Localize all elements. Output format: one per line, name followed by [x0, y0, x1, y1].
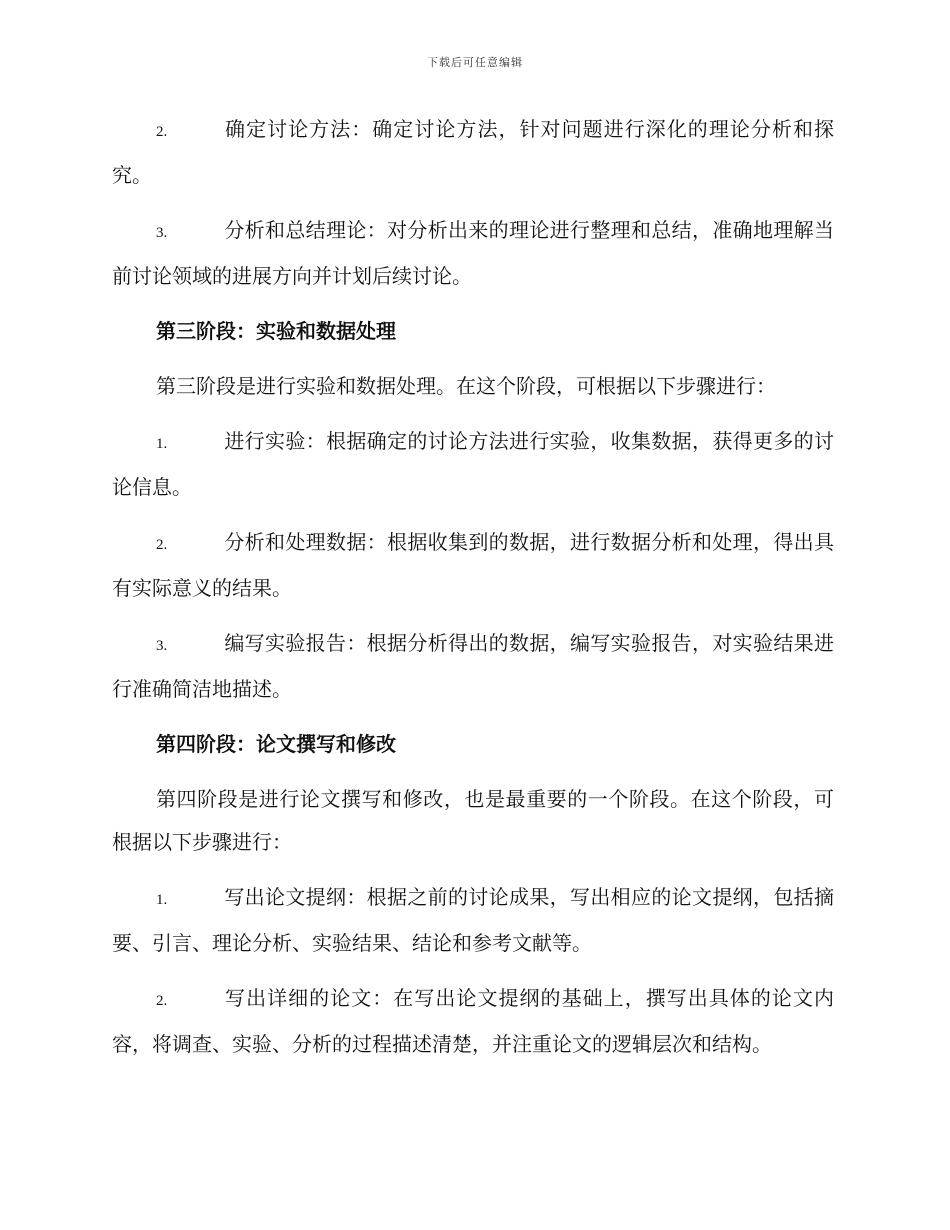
- list-item: [112, 420, 834, 509]
- list-item-text: 写出详细的论文：在写出论文提纲的基础上，撰写出具体的论文内容，将调查、实验、分析的过程描述清楚，并注重论文的逻辑层次和结构。: [112, 986, 834, 1056]
- list-item-text: 确定讨论方法：确定讨论方法，针对问题进行深化的理论分析和探究。: [112, 117, 834, 187]
- list-item-text: 写出论文提纲：根据之前的讨论成果，写出相应的论文提纲，包括摘要、引言、理论分析、实验结果、结论和参考文献等。: [112, 885, 834, 955]
- list-item-text: 分析和处理数据：根据收集到的数据，进行数据分析和处理，得出具有实际意义的结果。: [112, 530, 834, 600]
- list-item: [112, 876, 834, 965]
- list-number: 2.: [156, 537, 168, 553]
- list-number: 3.: [156, 638, 168, 654]
- list-number: 2.: [156, 124, 168, 140]
- list-item: [112, 209, 834, 298]
- list-number: 3.: [156, 225, 168, 241]
- document-body: [112, 108, 834, 1078]
- list-item: [112, 622, 834, 711]
- list-item: [112, 521, 834, 610]
- section-heading-stage-4: 第四阶段：论文撰写和修改: [156, 732, 396, 756]
- paragraph: 第三阶段是进行实验和数据处理。在这个阶段，可根据以下步骤进行：: [156, 374, 776, 398]
- list-number: 2.: [156, 993, 168, 1009]
- list-item: [112, 977, 834, 1066]
- list-number: 1.: [156, 436, 168, 452]
- list-item-text: 编写实验报告：根据分析得出的数据，编写实验报告，对实验结果进行准确简洁地描述。: [112, 631, 834, 701]
- section-heading-stage-3: 第三阶段：实验和数据处理: [156, 319, 396, 343]
- page-header-note: 下载后可任意编辑: [427, 56, 523, 69]
- list-item-text: 进行实验：根据确定的讨论方法进行实验，收集数据，获得更多的讨论信息。: [112, 429, 834, 499]
- list-item: [112, 108, 834, 197]
- list-number: 1.: [156, 892, 168, 908]
- paragraph: 第四阶段是进行论文撰写和修改，也是最重要的一个阶段。在这个阶段，可根据以下步骤进行：: [112, 787, 834, 854]
- list-item-text: 分析和总结理论：对分析出来的理论进行整理和总结，准确地理解当前讨论领域的进展方向并计划后续讨论。: [112, 218, 834, 288]
